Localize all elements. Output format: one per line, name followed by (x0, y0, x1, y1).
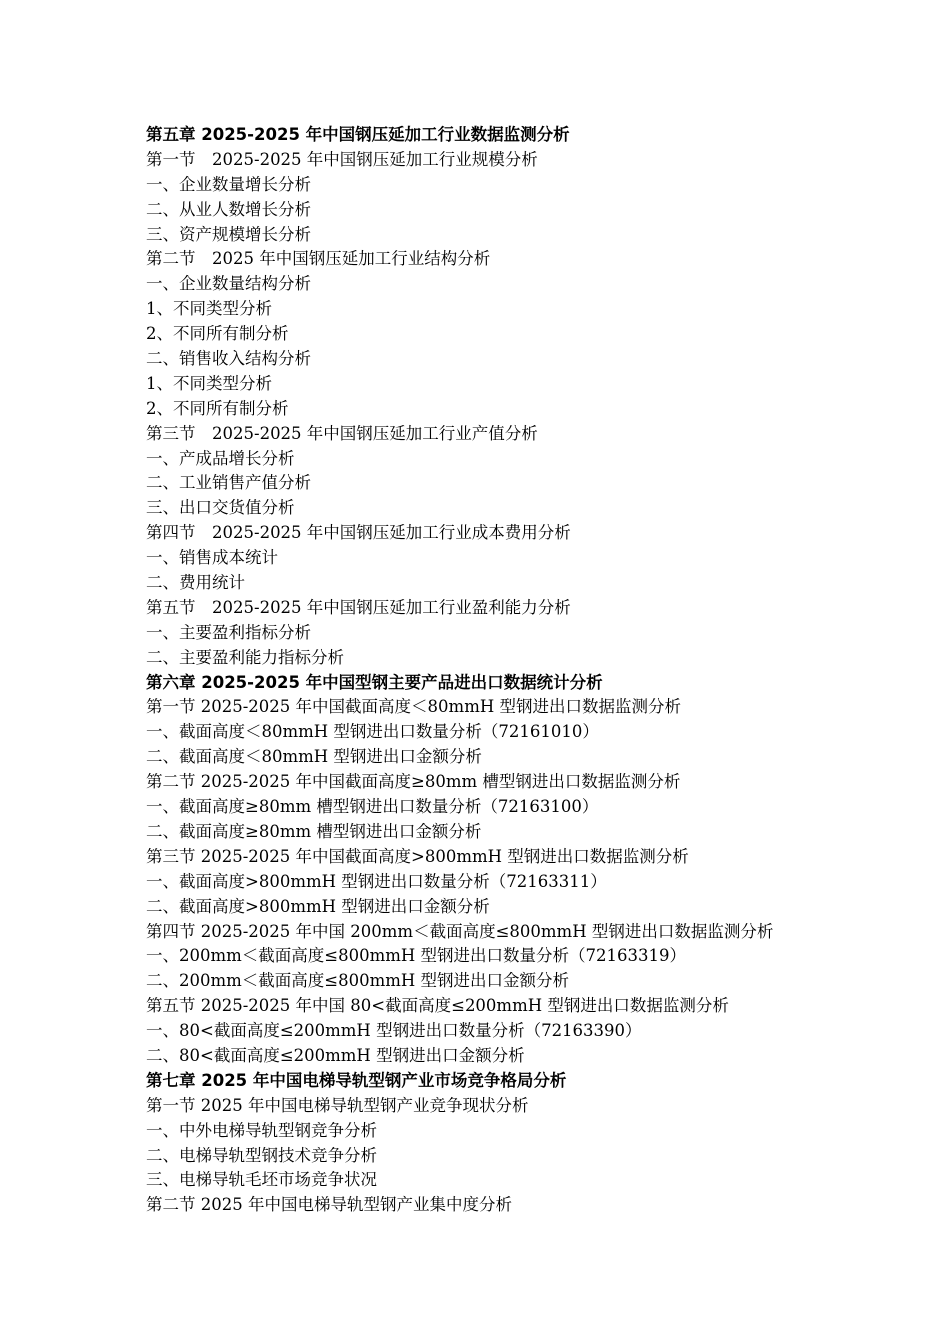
section-heading: 第五节 2025-2025 年中国钢压延加工行业盈利能力分析 (146, 597, 571, 617)
toc-item: 三、出口交货值分析 (146, 498, 295, 518)
section-heading: 第一节 2025-2025 年中国钢压延加工行业规模分析 (146, 149, 538, 169)
table-of-contents (146, 123, 926, 1218)
toc-item: 一、产成品增长分析 (146, 448, 295, 468)
section-heading: 第三节 2025-2025 年中国钢压延加工行业产值分析 (146, 423, 538, 443)
section-heading: 第四节 2025-2025 年中国钢压延加工行业成本费用分析 (146, 523, 571, 543)
toc-item: 二、截面高度＜80mmH 型钢进出口金额分析 (146, 747, 482, 767)
toc-item: 二、销售收入结构分析 (146, 349, 311, 369)
toc-item: 一、截面高度>800mmH 型钢进出口数量分析（72163311） (146, 871, 607, 891)
toc-item: 二、截面高度≥80mm 槽型钢进出口金额分析 (146, 821, 482, 841)
toc-item: 三、资产规模增长分析 (146, 224, 311, 244)
chapter-heading: 第六章 2025-2025 年中国型钢主要产品进出口数据统计分析 (146, 672, 603, 692)
toc-item: 一、200mm＜截面高度≤800mmH 型钢进出口数量分析（72163319） (146, 946, 687, 966)
toc-item: 二、从业人数增长分析 (146, 199, 311, 219)
toc-item: 二、电梯导轨型钢技术竞争分析 (146, 1145, 377, 1165)
section-heading: 第三节 2025-2025 年中国截面高度>800mmH 型钢进出口数据监测分析 (146, 846, 689, 866)
toc-item: 1、不同类型分析 (146, 373, 272, 393)
chapter-heading: 第七章 2025 年中国电梯导轨型钢产业市场竞争格局分析 (146, 1070, 567, 1090)
toc-item: 一、中外电梯导轨型钢竞争分析 (146, 1120, 377, 1140)
toc-item: 一、截面高度≥80mm 槽型钢进出口数量分析（72163100） (146, 797, 599, 817)
toc-item: 二、200mm＜截面高度≤800mmH 型钢进出口金额分析 (146, 971, 570, 991)
toc-item: 2、不同所有制分析 (146, 324, 289, 344)
toc-item: 1、不同类型分析 (146, 299, 272, 319)
toc-item: 一、80<截面高度≤200mmH 型钢进出口数量分析（72163390） (146, 1021, 642, 1041)
section-heading: 第一节 2025 年中国电梯导轨型钢产业竞争现状分析 (146, 1095, 529, 1115)
toc-item: 二、费用统计 (146, 573, 245, 593)
section-heading: 第四节 2025-2025 年中国 200mm＜截面高度≤800mmH 型钢进出口数据监测分析 (146, 921, 774, 941)
toc-item: 一、企业数量增长分析 (146, 174, 311, 194)
toc-item: 三、电梯导轨毛坯市场竞争状况 (146, 1170, 377, 1190)
toc-item: 二、主要盈利能力指标分析 (146, 647, 344, 667)
toc-item: 二、80<截面高度≤200mmH 型钢进出口金额分析 (146, 1045, 525, 1065)
toc-item: 一、销售成本统计 (146, 548, 278, 568)
chapter-heading: 第五章 2025-2025 年中国钢压延加工行业数据监测分析 (146, 125, 570, 144)
section-heading: 第二节 2025 年中国钢压延加工行业结构分析 (146, 249, 491, 269)
toc-item: 一、企业数量结构分析 (146, 274, 311, 294)
section-heading: 第二节 2025 年中国电梯导轨型钢产业集中度分析 (146, 1195, 512, 1215)
section-heading: 第二节 2025-2025 年中国截面高度≥80mm 槽型钢进出口数据监测分析 (146, 772, 681, 792)
toc-item: 一、主要盈利指标分析 (146, 622, 311, 642)
toc-item: 二、工业销售产值分析 (146, 473, 311, 493)
toc-item: 二、截面高度>800mmH 型钢进出口金额分析 (146, 896, 490, 916)
toc-item: 一、截面高度＜80mmH 型钢进出口数量分析（72161010） (146, 722, 599, 742)
section-heading: 第五节 2025-2025 年中国 80<截面高度≤200mmH 型钢进出口数据监测分析 (146, 996, 729, 1016)
section-heading: 第一节 2025-2025 年中国截面高度＜80mmH 型钢进出口数据监测分析 (146, 697, 681, 717)
toc-item: 2、不同所有制分析 (146, 398, 289, 418)
